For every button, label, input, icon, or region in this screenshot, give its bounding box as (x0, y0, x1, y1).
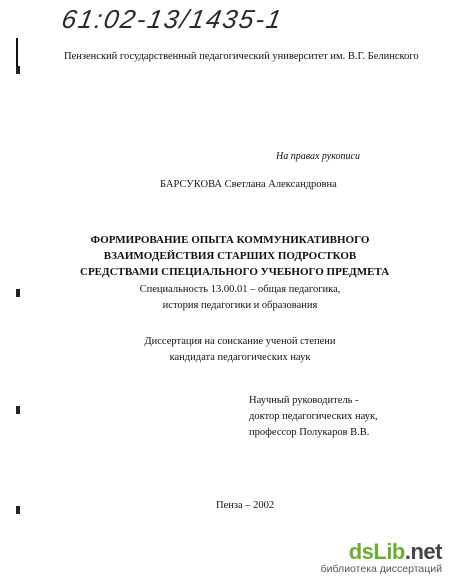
city-year: Пенза – 2002 (216, 500, 275, 511)
title-line: ФОРМИРОВАНИЕ ОПЫТА КОММУНИКАТИВНОГО (90, 234, 370, 246)
watermark-logo (321, 541, 442, 563)
advisor-line: Научный руководитель - (249, 395, 359, 406)
margin-mark (16, 289, 20, 297)
degree-line: Диссертация на соискание ученой степени (144, 336, 336, 347)
advisor-line: доктор педагогических наук, (249, 411, 378, 422)
specialty-line: история педагогики и образования (162, 300, 318, 311)
advisor-line: профессор Полукаров В.В. (249, 427, 370, 438)
watermark-subtitle: библиотека диссертаций (320, 563, 442, 575)
title-line: ВЗАИМОДЕЙСТВИЯ СТАРШИХ ПОДРОСТКОВ (103, 250, 357, 262)
specialty (90, 282, 390, 314)
watermark[interactable] (321, 541, 442, 575)
author-name: БАРСУКОВА Светлана Александровна (160, 179, 337, 190)
university-name: Пензенский государственный педагогический университет им. В.Г. Белинского (64, 51, 419, 62)
rights-notice: На правах рукописи (276, 151, 360, 162)
margin-mark (16, 506, 20, 514)
advisor-block (249, 393, 378, 441)
degree-line: кандидата педагогических наук (169, 352, 311, 363)
logo-main: dsLib (348, 539, 405, 564)
title-line: СРЕДСТВАМИ СПЕЦИАЛЬНОГО УЧЕБНОГО ПРЕДМЕТА (80, 266, 390, 278)
logo-tld: .net (404, 539, 442, 564)
specialty-line: Специальность 13.00.01 – общая педагогика, (139, 284, 341, 295)
thesis-title (80, 232, 390, 280)
margin-mark (16, 406, 20, 414)
margin-mark (16, 66, 20, 74)
handwritten-code: 61:02-13/1435-1 (59, 4, 286, 34)
degree-statement (90, 334, 390, 366)
